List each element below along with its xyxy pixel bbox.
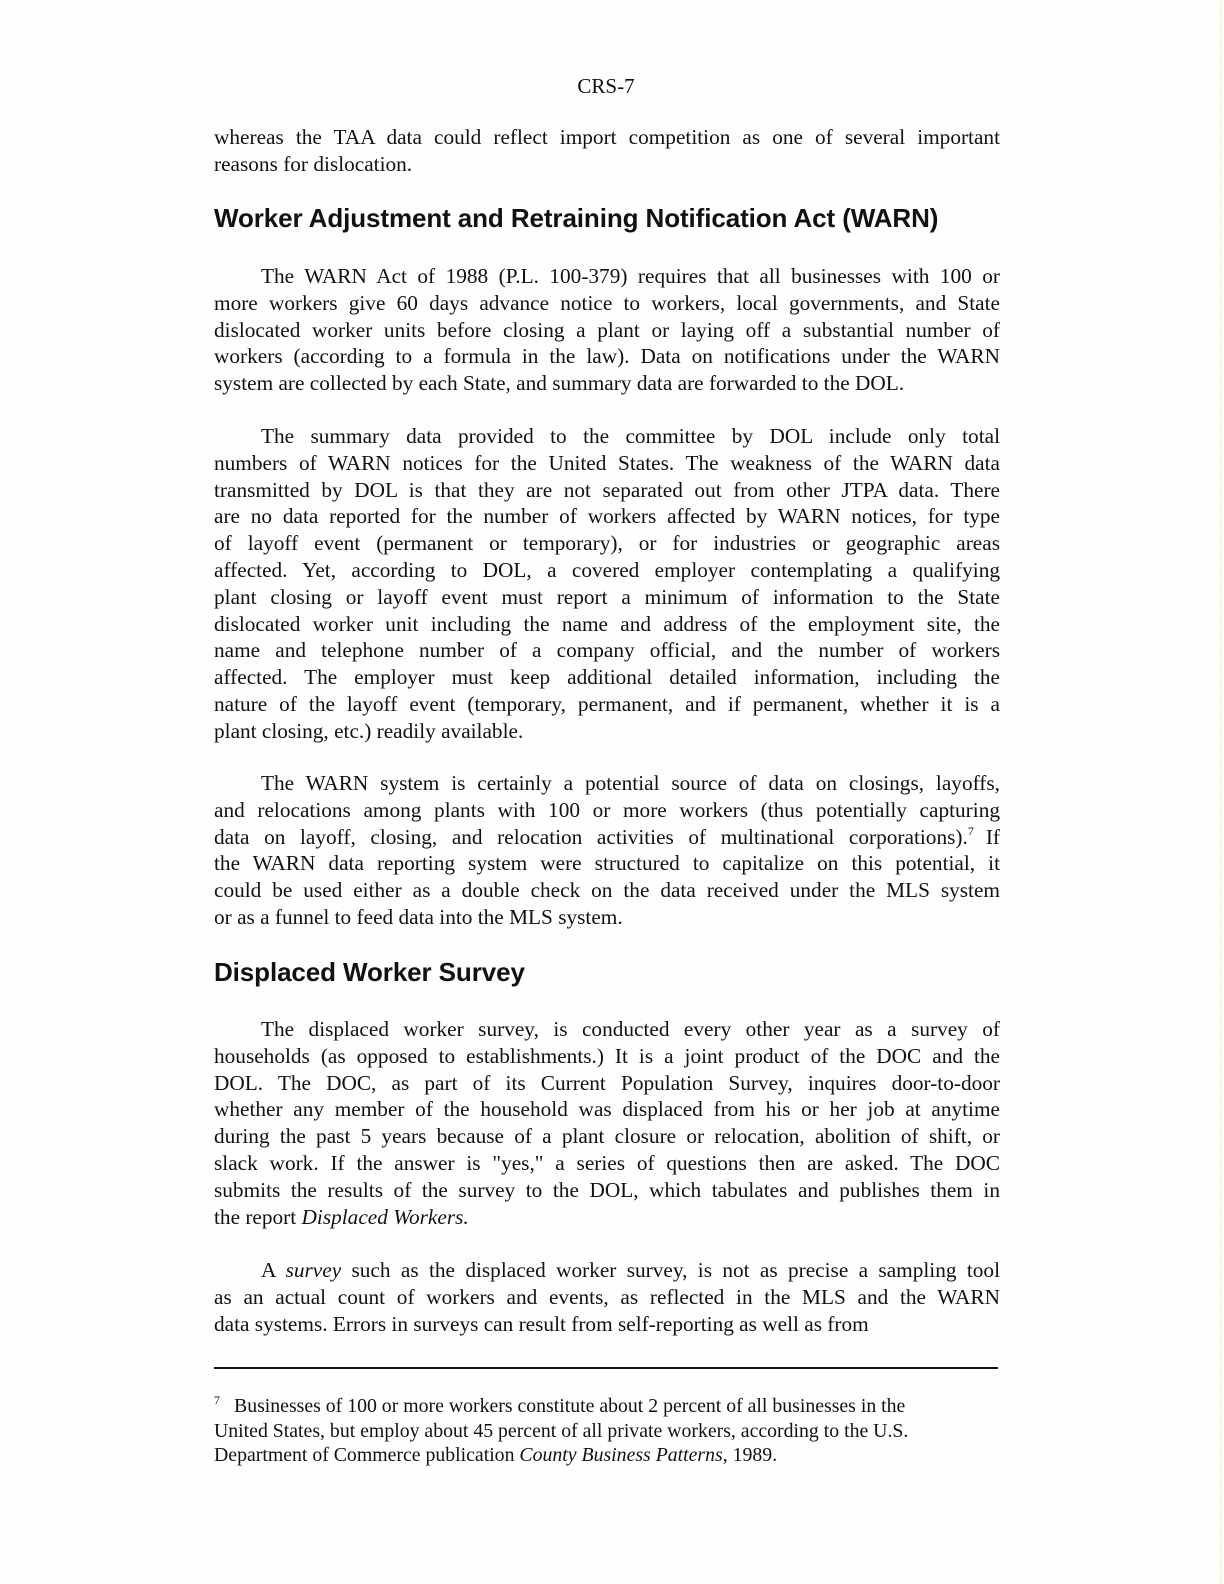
section-heading-displaced-worker-survey: Displaced Worker Survey bbox=[214, 957, 525, 987]
text-line bbox=[214, 1204, 1000, 1231]
text-line: name and telephone number of a company official, and the number of workers bbox=[214, 638, 1000, 663]
intro-paragraph bbox=[214, 124, 1000, 178]
text-line: are no data reported for the number of workers affected by WARN notices, for type bbox=[214, 504, 1000, 529]
text-line: could be used either as a double check on the data received under the MLS system bbox=[214, 878, 1000, 903]
text-line: more workers give 60 days advance notice to workers, local governments, and State bbox=[214, 290, 1000, 315]
text-line: households (as opposed to establishments.) It is a joint product of the DOC and the bbox=[214, 1043, 1000, 1068]
text-line: workers (according to a formula in the law). Data on notifications under the WARN bbox=[214, 344, 1000, 369]
text-line: numbers of WARN notices for the United States. The weakness of the WARN data bbox=[214, 450, 1000, 475]
text-line: plant closing or layoff event must report a minimum of information to the State bbox=[214, 584, 1000, 609]
text-line: data systems. Errors in surveys can result from self-reporting as well as from bbox=[214, 1311, 869, 1336]
footnote-7 bbox=[214, 1394, 1000, 1468]
text-line: nature of the layoff event (temporary, permanent, and if permanent, whether it is a bbox=[214, 691, 1000, 716]
section-heading-warn: Worker Adjustment and Retraining Notification Act (WARN) bbox=[214, 203, 939, 233]
footnote-line bbox=[214, 1394, 1000, 1419]
warn-paragraph-1 bbox=[214, 263, 1000, 397]
text-line: system are collected by each State, and summary data are forwarded to the DOL. bbox=[214, 371, 905, 396]
text-line: The WARN Act of 1988 (P.L. 100-379) requires that all businesses with 100 or bbox=[261, 264, 1000, 288]
text-line: or as a funnel to feed data into the MLS system. bbox=[214, 904, 623, 929]
page-header: CRS-7 bbox=[577, 74, 635, 98]
text-line bbox=[214, 1257, 1000, 1284]
footnote-reference[interactable]: 7 bbox=[967, 823, 974, 838]
page-edge-line bbox=[1220, 0, 1222, 1584]
text-line: as an actual count of workers and events, as reflected in the MLS and the WARN bbox=[214, 1284, 1000, 1309]
publication-title: County Business Patterns bbox=[519, 1444, 723, 1466]
text-line: the WARN data reporting system were structured to capitalize on this potential, it bbox=[214, 851, 1000, 876]
text-segment: such as the displaced worker survey, is not as precise a sampling tool bbox=[351, 1258, 1000, 1282]
text-line bbox=[214, 824, 1000, 851]
report-title: Displaced Workers. bbox=[301, 1204, 469, 1229]
text-line: whereas the TAA data could reflect import competition as one of several important bbox=[214, 125, 1000, 149]
text-segment: data on layoff, closing, and relocation activities of multinational corporations). bbox=[214, 824, 968, 849]
dws-paragraph-2 bbox=[214, 1257, 1000, 1337]
text-line: The summary data provided to the committee by DOL include only total bbox=[261, 424, 1000, 448]
text-line: and relocations among plants with 100 or more workers (thus potentially capturing bbox=[214, 797, 1000, 822]
text-line: The WARN system is certainly a potential source of data on closings, layoffs, bbox=[261, 771, 1000, 795]
text-segment: , 1989. bbox=[722, 1444, 778, 1466]
text-line: DOL. The DOC, as part of its Current Population Survey, inquires door-to-door bbox=[214, 1070, 1000, 1095]
emphasis-survey: survey bbox=[285, 1258, 342, 1282]
text-line: affected. Yet, according to DOL, a covered employer contemplating a qualifying bbox=[214, 557, 1000, 582]
text-segment: Department of Commerce publication bbox=[214, 1444, 515, 1466]
warn-paragraph-2 bbox=[214, 423, 1000, 745]
text-line: submits the results of the survey to the DOL, which tabulates and publishes them in bbox=[214, 1177, 1000, 1202]
footnote-number: 7 bbox=[214, 1393, 220, 1407]
text-line: dislocated worker units before closing a plant or laying off a substantial number of bbox=[214, 317, 1000, 342]
text-segment: the report bbox=[214, 1204, 297, 1229]
text-line: during the past 5 years because of a plant closure or relocation, abolition of shift, or bbox=[214, 1124, 1000, 1149]
text-line: dislocated worker unit including the name and address of the employment site, the bbox=[214, 611, 1000, 636]
dws-paragraph-1 bbox=[214, 1016, 1000, 1230]
text-line: The displaced worker survey, is conducted every other year as a survey of bbox=[261, 1017, 1000, 1041]
text-line: transmitted by DOL is that they are not separated out from other JTPA data. There bbox=[214, 477, 1000, 502]
text-line: plant closing, etc.) readily available. bbox=[214, 718, 524, 743]
text-line: affected. The employer must keep additional detailed information, including the bbox=[214, 665, 1000, 690]
text-line: of layoff event (permanent or temporary), or for industries or geographic areas bbox=[214, 531, 1000, 556]
text-segment: A bbox=[261, 1258, 276, 1282]
footnote-line bbox=[214, 1443, 1000, 1468]
text-segment: If bbox=[985, 824, 1000, 849]
footnote-separator bbox=[214, 1367, 998, 1369]
text-line: reasons for dislocation. bbox=[214, 151, 413, 176]
text-line: whether any member of the household was displaced from his or her job at anytime bbox=[214, 1097, 1000, 1122]
text-line: slack work. If the answer is "yes," a series of questions then are asked. The DOC bbox=[214, 1150, 1000, 1175]
warn-paragraph-3 bbox=[214, 770, 1000, 931]
text-segment: Businesses of 100 or more workers constitute about 2 percent of all businesses in the bbox=[234, 1395, 906, 1417]
footnote-line: United States, but employ about 45 percent of all private workers, according to the U.S. bbox=[214, 1419, 909, 1442]
